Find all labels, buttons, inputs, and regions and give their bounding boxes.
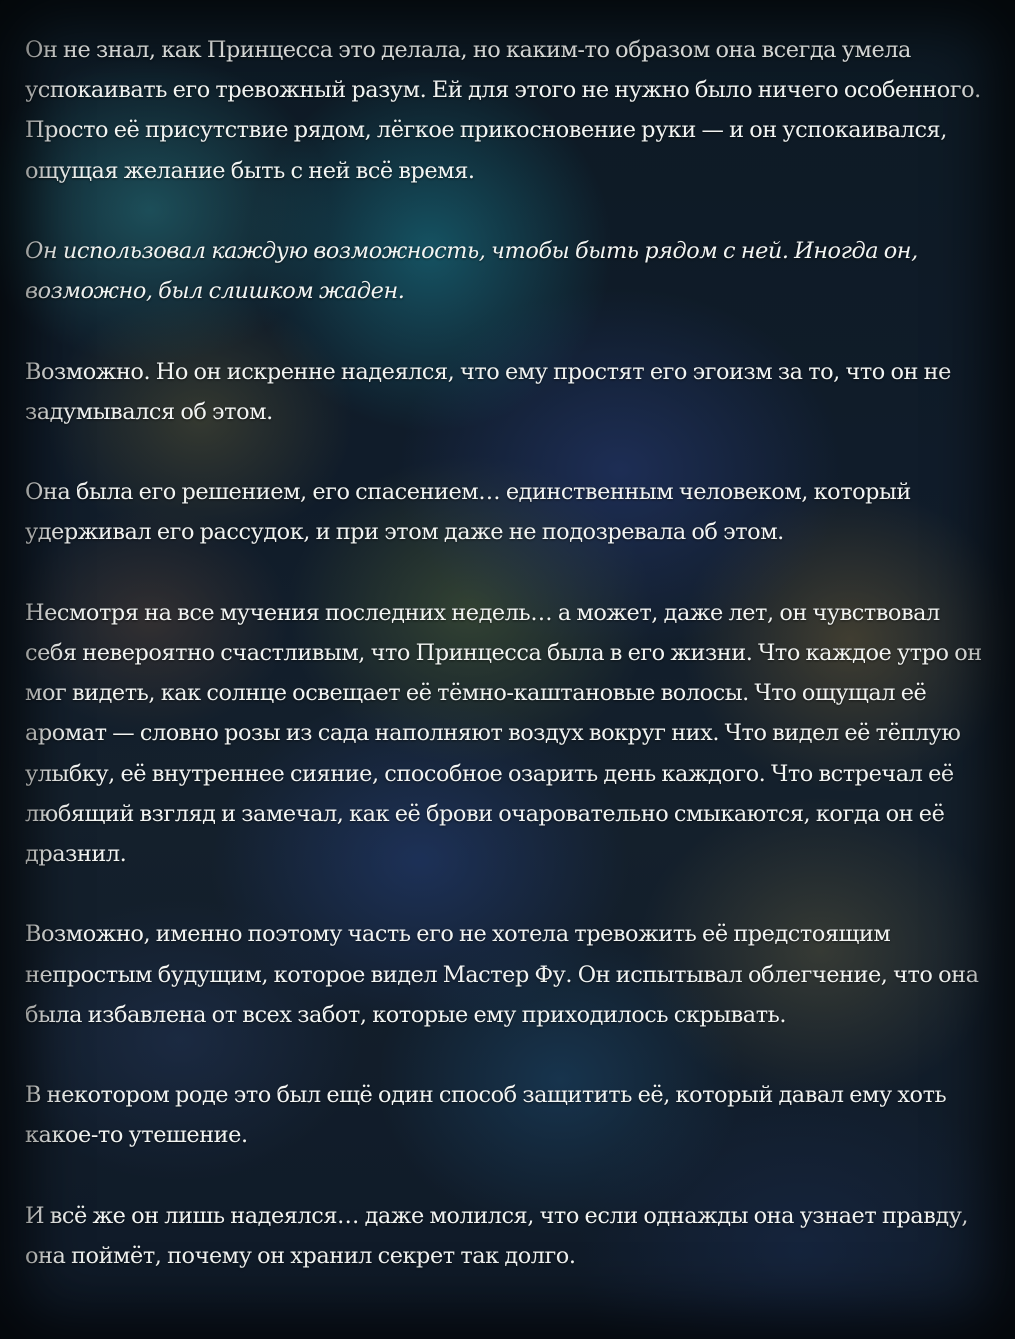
paragraph-5: Несмотря на все мучения последних недель… а может, даже лет, он чувствовал себя невероятно счастливым, что Принцесса была в его жизни. Что каждое утро он мог видеть, как солнце освещает её тёмно-каштановые волосы. Что ощущал её аромат — словно розы из сада наполняют воздух вокруг них. Что видел её тёплую улыбку, её внутреннее сияние, способное озарить день каждого. Что встречал её любящий взгляд и замечал, как её брови очаровательно смыкаются, когда он её дразнил.: [25, 599, 982, 867]
paragraph-2-italic: Он использовал каждую возможность, чтобы быть рядом с ней. Иногда он, возможно, был слишком жаден.: [25, 238, 918, 305]
paragraph-4: Она была его решением, его спасением… единственным человеком, который удерживал его рассудок, и при этом даже не подозревала об этом.: [25, 479, 911, 546]
paragraph-8: И всё же он лишь надеялся… даже молился, что если однажды она узнает правду, она поймёт, почему он хранил секрет так долго.: [25, 1202, 969, 1269]
paragraph-6: Возможно, именно поэтому часть его не хотела тревожить её предстоящим непростым будущим, которое видел Мастер Фу. Он испытывал облегчение, что она была избавлена от всех забот, которые ему приходилось скрывать.: [25, 921, 979, 1028]
paragraph-1: Он не знал, как Принцесса это делала, но каким-то образом она всегда умела успокаивать его тревожный разум. Ей для этого не нужно было ничего особенного. Просто её присутствие рядом, лёгкое прикосновение руки — и он успокаивался, ощущая желание быть с ней всё время.: [25, 37, 981, 184]
paragraph-7: В некотором роде это был ещё один способ защитить её, который давал ему хоть какое-то утешение.: [25, 1082, 947, 1149]
paragraph-3: Возможно. Но он искренне надеялся, что ему простят его эгоизм за то, что он не задумывался об этом.: [25, 358, 951, 425]
story-text: [25, 30, 993, 1276]
